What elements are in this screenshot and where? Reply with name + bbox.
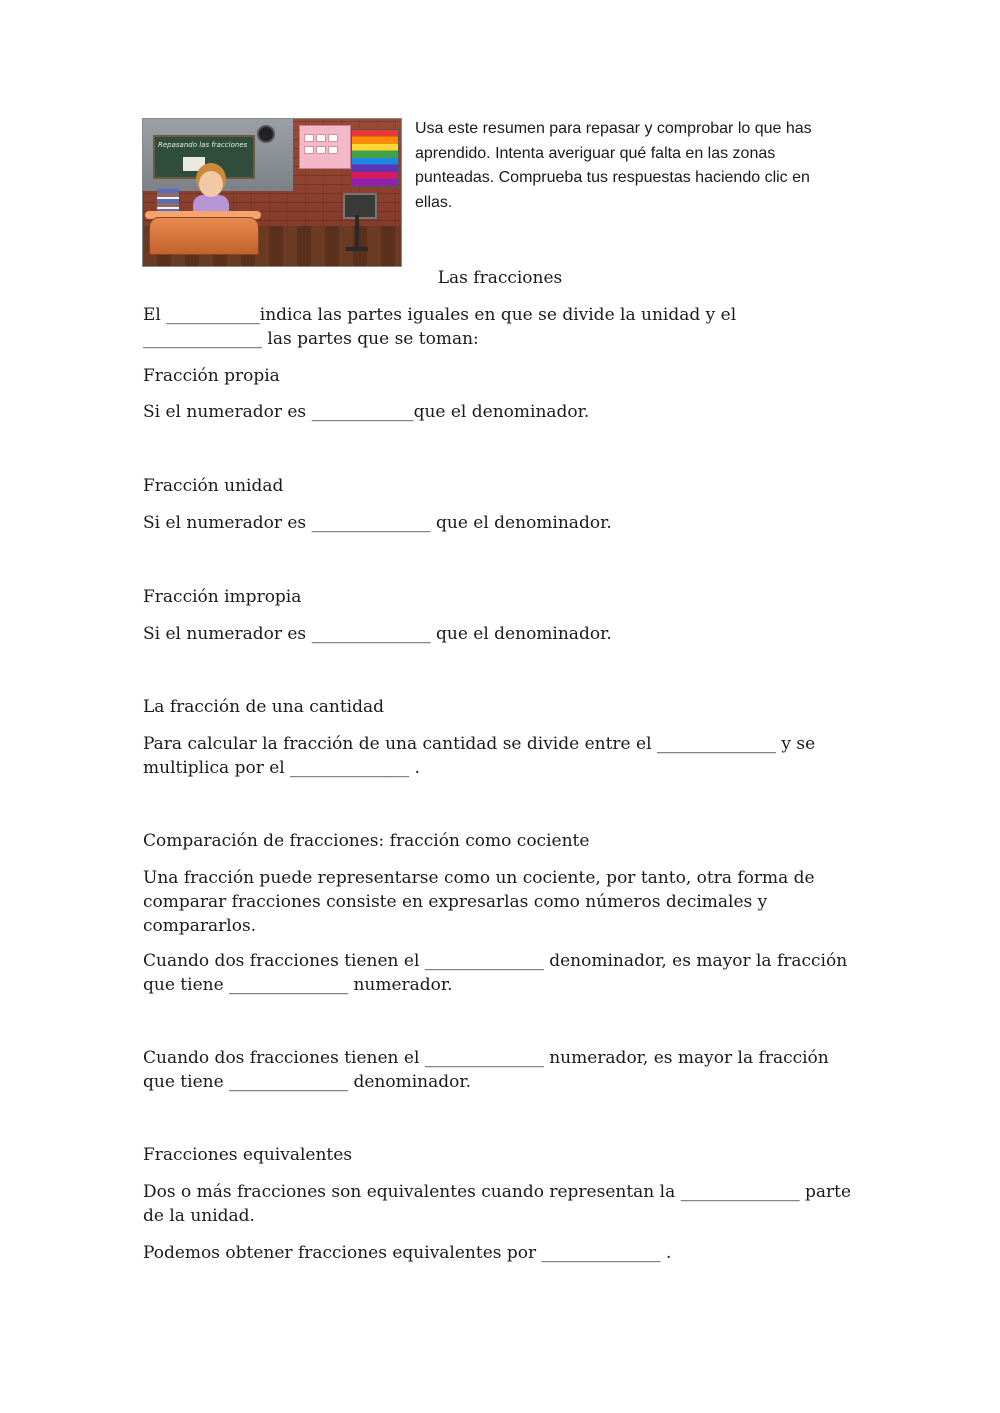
chalkboard-caption: Repasando las fracciones — [158, 141, 248, 149]
teacher-avatar — [199, 171, 223, 197]
sentence-propia: Si el numerador es ____________que el denominador. — [143, 402, 590, 422]
books-stack — [157, 189, 179, 213]
sentence-impropia: Si el numerador es ______________ que el denominador. — [143, 624, 612, 644]
teacher-desk — [149, 217, 259, 255]
sentence-cantidad: Para calcular la fracción de una cantidad se divide entre el ______________ y se multiplica por el ______________ . — [143, 734, 816, 778]
sentence-equivalentes-1: Dos o más fracciones son equivalentes cuando representan la ______________ parte de la unidad. — [143, 1182, 852, 1226]
fraction-poster — [299, 125, 351, 169]
blank-comparacion-2a[interactable]: ______________ — [424, 1048, 544, 1068]
heading-impropia: Fracción impropia — [143, 587, 302, 607]
blank-cantidad-2[interactable]: ______________ — [290, 758, 410, 778]
sentence-comparacion-2: Cuando dos fracciones tienen el ______________ numerador, es mayor la fracción que tiene ______________ denominador. — [143, 1048, 829, 1092]
sentence-comparacion-1: Cuando dos fracciones tienen el ______________ denominador, es mayor la fracción que tiene ______________ numerador. — [143, 951, 848, 995]
classroom-illustration — [142, 118, 402, 267]
heading-equivalentes: Fracciones equivalentes — [143, 1145, 353, 1165]
sentence-equivalentes-2: Podemos obtener fracciones equivalentes por ______________ . — [143, 1243, 672, 1263]
blank-propia[interactable]: ____________ — [311, 402, 414, 422]
blank-impropia[interactable]: ______________ — [311, 624, 431, 644]
heading-propia: Fracción propia — [143, 366, 280, 386]
heading-comparacion: Comparación de fracciones: fracción como cociente — [143, 831, 590, 851]
laptop-lectern — [343, 193, 377, 219]
sentence-unidad: Si el numerador es ______________ que el denominador. — [143, 513, 612, 533]
heading-cantidad: La fracción de una cantidad — [143, 697, 385, 717]
definition-paragraph: El ___________indica las partes iguales en que se divide la unidad y el ______________ las partes que se toman: — [143, 305, 737, 349]
blank-comparacion-1a[interactable]: ______________ — [424, 951, 544, 971]
blank-comparacion-2b[interactable]: ______________ — [229, 1072, 349, 1092]
blank-comparacion-1b[interactable]: ______________ — [229, 975, 349, 995]
blank-unidad[interactable]: ______________ — [311, 513, 431, 533]
blank-denominador[interactable]: ___________ — [166, 305, 260, 325]
paragraph-comparacion: Una fracción puede representarse como un cociente, por tanto, otra forma de comparar fracciones consiste en expresarlas como números decimales y compararlos. — [143, 868, 815, 936]
blank-equivalentes-2[interactable]: ______________ — [541, 1243, 661, 1263]
heading-unidad: Fracción unidad — [143, 476, 284, 496]
page-title: Las fracciones — [437, 268, 563, 288]
fraction-wall-chart — [351, 129, 399, 187]
blank-cantidad-1[interactable]: ______________ — [656, 734, 776, 754]
blank-equivalentes-1[interactable]: ______________ — [680, 1182, 800, 1202]
blank-numerador[interactable]: ______________ — [143, 329, 262, 349]
instructions-text: Usa este resumen para repasar y comprobar lo que has aprendido. Intenta averiguar qué falta en las zonas punteadas. Comprueba tus respuestas haciendo clic en ellas. — [415, 120, 812, 211]
clock-icon — [257, 125, 275, 143]
